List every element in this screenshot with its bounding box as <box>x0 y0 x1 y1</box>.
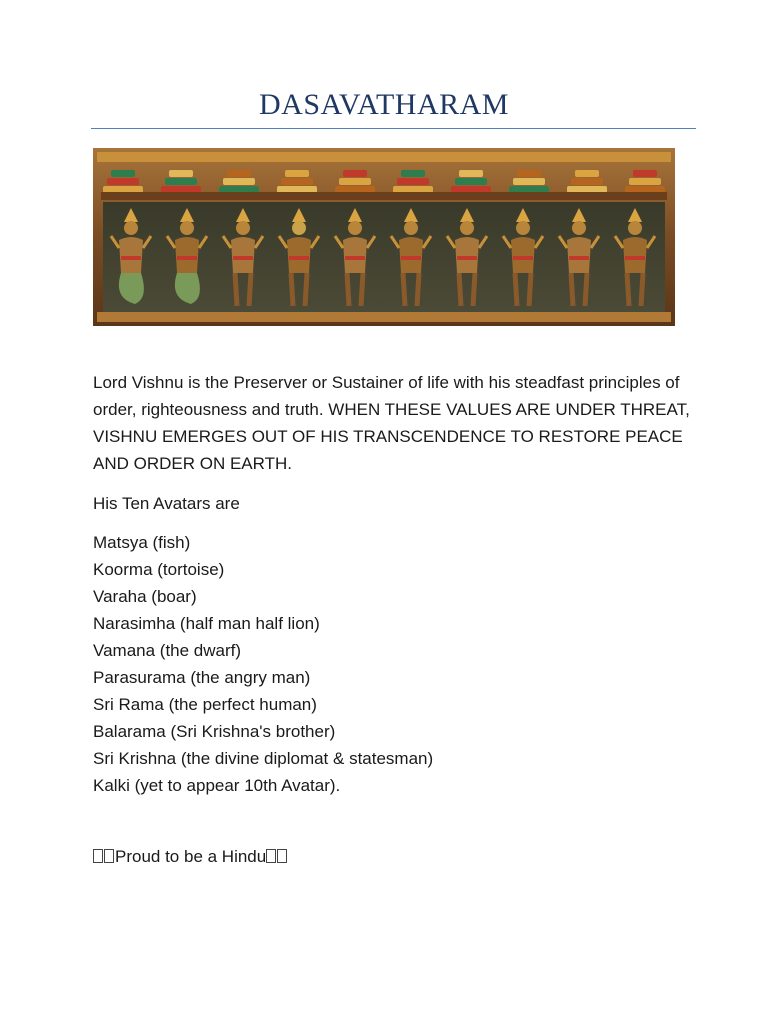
missing-glyph-icon <box>277 849 287 863</box>
missing-glyph-icon <box>104 849 114 863</box>
intro-paragraph: Lord Vishnu is the Preserver or Sustainer of life with his steadfast principles of order, righteousness and truth. WHEN THESE VALUES ARE UNDER THREAT, VISHNU EMERGES OUT OF HIS TRANSCENDENCE TO RESTORE PEACE AND ORDER ON EARTH. <box>93 373 690 473</box>
avatars-heading: His Ten Avatars are <box>93 494 240 513</box>
frame-top-band <box>97 152 671 162</box>
avatar-list-item: Koorma (tortoise) <box>93 560 225 579</box>
avatar-list-item: Sri Rama (the perfect human) <box>93 695 317 714</box>
avatar-list-item: Parasurama (the angry man) <box>93 668 311 687</box>
avatar-list <box>93 529 703 799</box>
title-divider <box>91 128 696 129</box>
avatar-list-item: Narasimha (half man half lion) <box>93 614 320 633</box>
missing-glyph-icon <box>93 849 103 863</box>
avatar-list-item: Sri Krishna (the divine diplomat & statesman) <box>93 749 434 768</box>
frame-ledge <box>101 192 667 200</box>
avatar-list-item: Balarama (Sri Krishna's brother) <box>93 722 336 741</box>
avatar-list-item: Kalki (yet to appear 10th Avatar). <box>93 776 341 795</box>
avatar-list-item: Varaha (boar) <box>93 587 197 606</box>
frame-bottom-band <box>97 312 671 322</box>
missing-glyph-icon <box>266 849 276 863</box>
carving-illustration <box>93 148 675 326</box>
page-title: DASAVATHARAM <box>259 88 509 121</box>
footer-line <box>93 843 703 870</box>
avatar-carving-image <box>93 148 675 326</box>
avatar-list-item: Vamana (the dwarf) <box>93 641 242 660</box>
avatar-list-item: Matsya (fish) <box>93 533 191 552</box>
footer-text: Proud to be a Hindu <box>115 847 267 866</box>
